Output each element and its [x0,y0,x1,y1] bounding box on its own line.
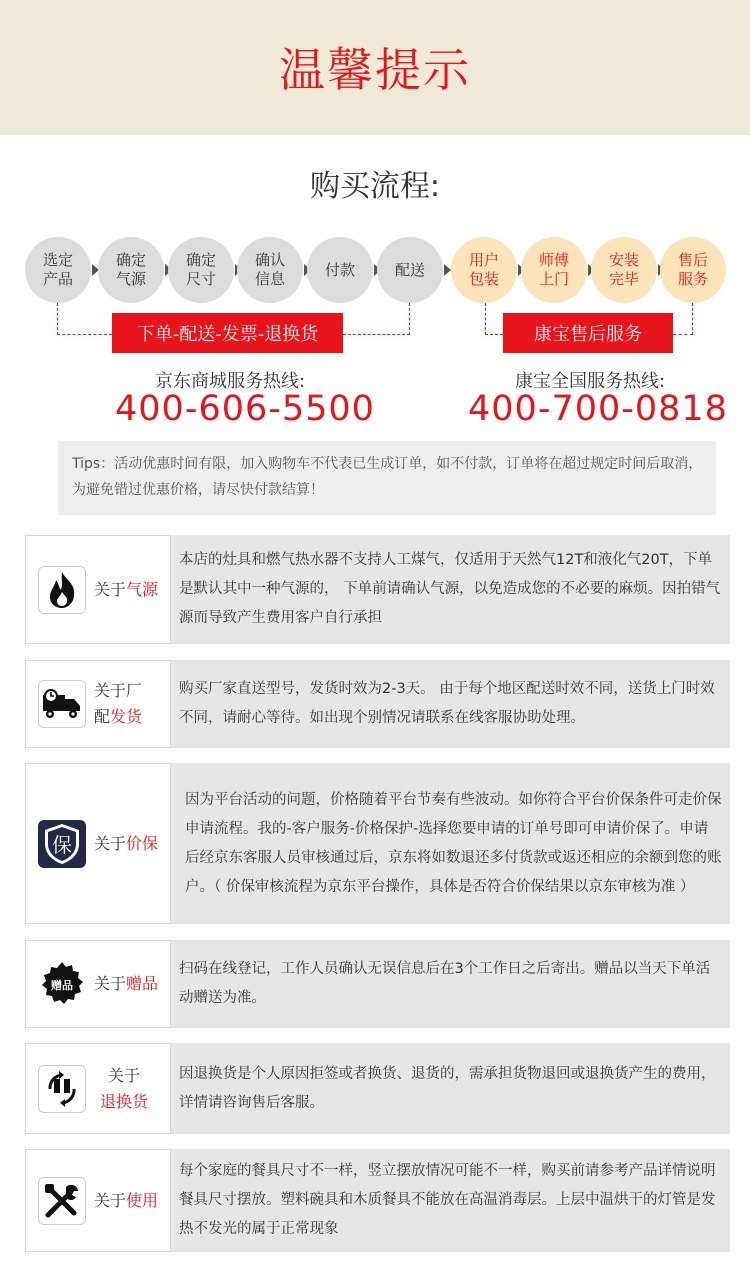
section-header [25,1149,171,1252]
flow-title: 购买流程: [309,169,441,204]
section-label: 关于 退换货 [100,1065,149,1111]
step-select-product: 选定 产品 [25,237,91,303]
section-header [25,535,171,644]
bracket-line [57,334,112,336]
kb-hotline-label: 康宝全国服务热线: [514,371,666,392]
step-confirm-size: 确定 尺寸 [168,237,234,303]
section-text: 每个家庭的餐具尺寸不一样，竖立摆放情况可能不一样，购买前请参考产品详情说明餐具尺寸摆放。塑料碗具和木质餐具不能放在高温消毒层。上层中温烘干的灯管是发热不发光的属于正常现象 [179,1163,716,1237]
bracket-line [673,334,693,336]
bracket-line [692,303,694,335]
section-header [25,1043,171,1134]
bracket-line [409,303,411,335]
after-sales-bar: 康宝售后服务 [503,313,673,353]
step-confirm-gas: 确定 气源 [98,237,164,303]
step-confirm-info: 确认 信息 [237,237,303,303]
step-payment: 付款 [307,237,373,303]
step-delivery: 配送 [377,237,443,303]
svg-text:赠品: 赠品 [51,979,73,992]
tools-icon [38,1177,86,1225]
kb-hotline-number: 400-700-0818 [468,389,728,429]
section-header [25,763,171,924]
price-protect-icon [38,820,86,868]
return-exchange-icon [38,1065,86,1113]
section-price-protection [25,763,730,924]
section-label: 关于使用 [94,1190,159,1210]
section-header [25,660,171,748]
flame-icon [38,566,86,614]
bracket-line [485,303,487,335]
gift-icon [38,960,86,1008]
section-label: 关于价保 [94,833,159,853]
step-after-sales: 售后 服务 [660,237,726,303]
jd-hotline-label: 京东商城服务热线: [154,371,306,392]
section-header [25,940,171,1028]
bracket-line [57,303,59,335]
flow-steps [0,0,750,300]
order-process-bar: 下单-配送-发票-退换货 [112,313,343,353]
arrow-icon [444,264,451,276]
section-gifts [25,940,730,1028]
bracket-line [343,334,410,336]
section-label: 关于厂 配发货 [94,681,143,726]
step-installed: 安装 完毕 [591,237,657,303]
section-label: 关于气源 [94,579,159,599]
step-user-packing: 用户 包装 [451,237,517,303]
section-label: 关于赠品 [94,974,159,993]
jd-hotline-number: 400-606-5500 [115,389,375,429]
delivery-truck-icon [38,680,86,728]
step-master-visit: 师傅 上门 [521,237,587,303]
section-factory-delivery [25,660,730,748]
section-text: 因为平台活动的问题，价格随着平台节奏有些波动。如你符合平台价保条件可走价保申请流程。我的-客户服务-价格保护-选择您要申请的订单号即可申请价保了。申请后经京东客服人员审核通过后，京东将如数退还多付货款或返还相应的余额到您的账户。（ 价保审核流程为京东平台操作，具体是否符合价保结果以京东审核为准 ） [185,791,722,895]
section-usage [25,1149,730,1252]
section-gas-source [25,535,730,644]
section-text: 扫码在线登记，工作人员确认无误信息后在3个工作日之后寄出。赠品以当天下单活动赠送为准。 [179,961,711,1006]
section-text: 本店的灶具和燃气热水器不支持人工煤气，仅适用于天然气12T和液化气20T，下单是默认其中一种气源的， 下单前请确认气源，以免造成您的不必要的麻烦。因拍错气源而导致产生费用客户自行承担 [179,552,721,626]
tips-box: Tips：活动优惠时间有限，加入购物车不代表已生成订单，如不付款，订单将在超过规定时间后取消，为避免错过优惠价格，请尽快付款结算！ [58,441,716,515]
section-text: 购买厂家直送型号，发货时效为2-3天。 由于每个地区配送时效不同，送货上门时效不同，请耐心等待。如出现个别情况请联系在线客服协助处理。 [179,681,715,726]
bracket-line [485,334,503,336]
svg-text:保: 保 [52,832,72,857]
section-text: 因退换货是个人原因拒签或者换货、退货的，需承担货物退回或退换货产生的费用，详情请咨询售后客服。 [179,1065,716,1111]
page-title: 温馨提示 [279,43,471,97]
section-returns [25,1043,730,1134]
